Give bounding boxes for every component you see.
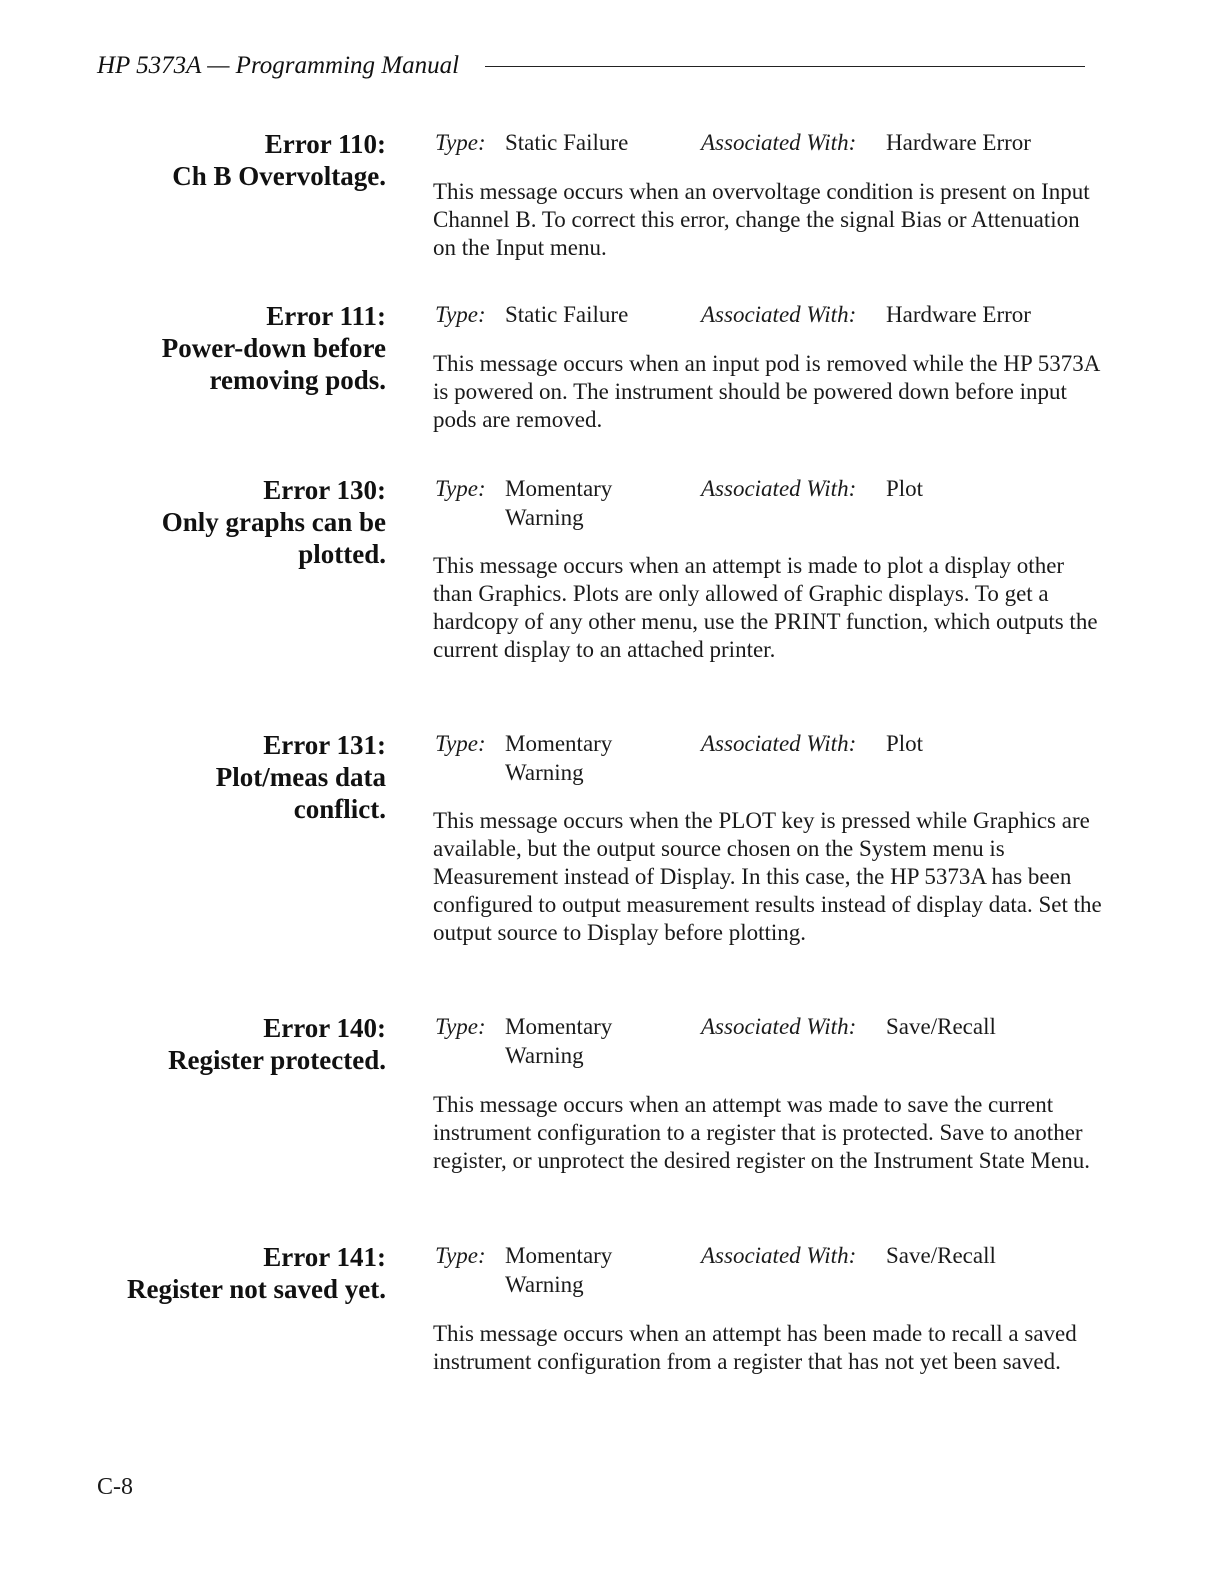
associated-with-label: Associated With: [701, 302, 857, 327]
type-value: Static Failure [505, 130, 629, 155]
associated-with-value: Hardware Error [886, 302, 1031, 327]
error-message-line-1: Only graphs can be [161, 507, 386, 537]
error-message: Ch B Overvoltage. [172, 161, 386, 191]
associated-with-value: Plot [886, 731, 924, 756]
error-code: Error 110: [264, 129, 386, 159]
error-description: This message occurs when an attempt was made to save the current instrument configuration to a register that is protected. Save to another register, or unprotect the desired register on the Instrument State Menu. [433, 1092, 1090, 1173]
type-label: Type: [435, 476, 486, 501]
manual-title: HP 5373A — Programming Manual [97, 52, 460, 79]
associated-with-value: Plot [886, 476, 924, 501]
error-message-line-1: Power-down before [161, 333, 386, 363]
associated-with-label: Associated With: [701, 476, 857, 501]
type-value: Static Failure [505, 302, 629, 327]
error-message-line-2: removing pods. [209, 365, 386, 395]
error-description: This message occurs when an overvoltage condition is present on Input Channel B. To correct this error, change the signal Bias or Attenuation on the Input menu. [433, 179, 1090, 260]
associated-with-label: Associated With: [701, 1014, 857, 1039]
type-value: Momentary Warning [505, 1014, 613, 1068]
error-description: This message occurs when an attempt has been made to recall a saved instrument configuration from a register that has not yet been saved. [433, 1321, 1077, 1374]
type-value: Momentary Warning [505, 476, 613, 530]
associated-with-label: Associated With: [701, 731, 857, 756]
error-code: Error 111: [266, 301, 386, 331]
error-title [56, 1241, 386, 1305]
type-label: Type: [435, 731, 486, 756]
error-message-line-1: Plot/meas data [215, 762, 386, 792]
page-number: C-8 [97, 1474, 133, 1500]
error-title [56, 300, 386, 396]
type-value: Momentary Warning [505, 1243, 613, 1297]
error-title [56, 474, 386, 570]
type-label: Type: [435, 1014, 486, 1039]
error-message-line-2: plotted. [298, 539, 386, 569]
error-title [56, 729, 386, 825]
error-message: Register not saved yet. [127, 1274, 386, 1304]
associated-with-value: Save/Recall [886, 1014, 996, 1039]
error-description: This message occurs when the PLOT key is pressed while Graphics are available, but the output source chosen on the System menu is Measurement instead of Display. In this case, the HP 5373A has been configured to output measurement results instead of display data. Set the output source to Display before plotting. [433, 808, 1102, 945]
type-label: Type: [435, 130, 486, 155]
associated-with-label: Associated With: [701, 1243, 857, 1268]
associated-with-value: Save/Recall [886, 1243, 996, 1268]
type-value: Momentary Warning [505, 731, 613, 785]
associated-with-value: Hardware Error [886, 130, 1031, 155]
associated-with-label: Associated With: [701, 130, 857, 155]
type-label: Type: [435, 1243, 486, 1268]
error-code: Error 131: [263, 730, 386, 760]
page-header [97, 48, 1085, 84]
error-code: Error 130: [263, 475, 386, 505]
error-code: Error 141: [263, 1242, 386, 1272]
error-title [56, 128, 386, 192]
error-description: This message occurs when an attempt is made to plot a display other than Graphics. Plots are only allowed of Graphic displays. To get a hardcopy of any other menu, use the PRINT function, which outputs the current display to an attached printer. [433, 553, 1098, 662]
error-description: This message occurs when an input pod is removed while the HP 5373A is powered on. The instrument should be powered down before input pods are removed. [433, 351, 1100, 432]
error-title [56, 1012, 386, 1076]
error-message-line-2: conflict. [293, 794, 386, 824]
error-code: Error 140: [263, 1013, 386, 1043]
header-rule [485, 66, 1085, 67]
error-message: Register protected. [168, 1045, 386, 1075]
type-label: Type: [435, 302, 486, 327]
